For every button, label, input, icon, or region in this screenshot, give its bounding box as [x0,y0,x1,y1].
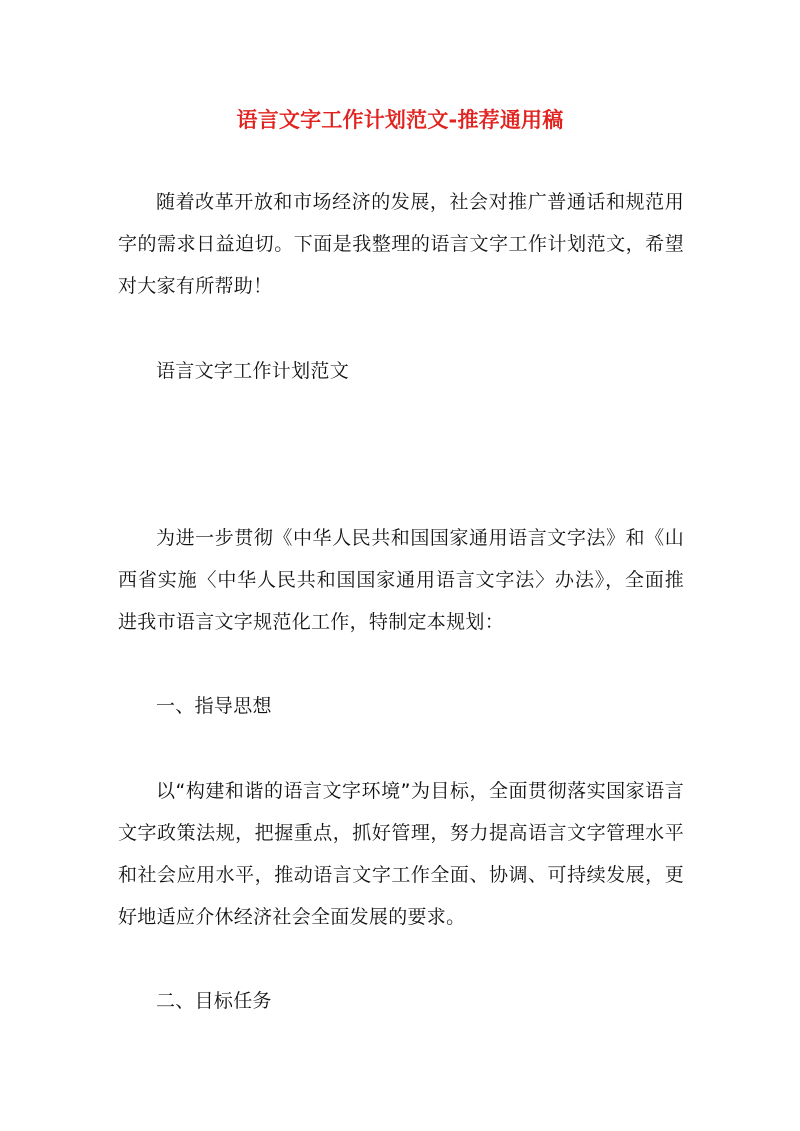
intro-paragraph: 随着改革开放和市场经济的发展，社会对推广普通话和规范用字的需求日益迫切。下面是我整理的语言文字工作计划范文，希望对大家有所帮助！ [118,191,684,297]
section-heading-guiding-thought: 一、指导思想 [156,695,272,717]
guiding-thought-paragraph: 以“构建和谐的语言文字环境”为目标，全面贯彻落实国家语言文字政策法规，把握重点，抓好管理，努力提高语言文字管理水平和社会应用水平，推动语言文字工作全面、协调、可持续发展，更好地适应介休经济社会全面发展的要求。 [118,780,684,928]
purpose-paragraph: 为进一步贯彻《中华人民共和国国家通用语言文字法》和《山西省实施〈中华人民共和国国家通用语言文字法〉办法》，全面推进我市语言文字规范化工作，特制定本规划： [118,527,684,633]
document-title: 语言文字工作计划范文-推荐通用稿 [236,108,564,132]
section-heading-goals: 二、目标任务 [156,990,272,1012]
subtitle-paragraph: 语言文字工作计划范文 [156,360,350,382]
